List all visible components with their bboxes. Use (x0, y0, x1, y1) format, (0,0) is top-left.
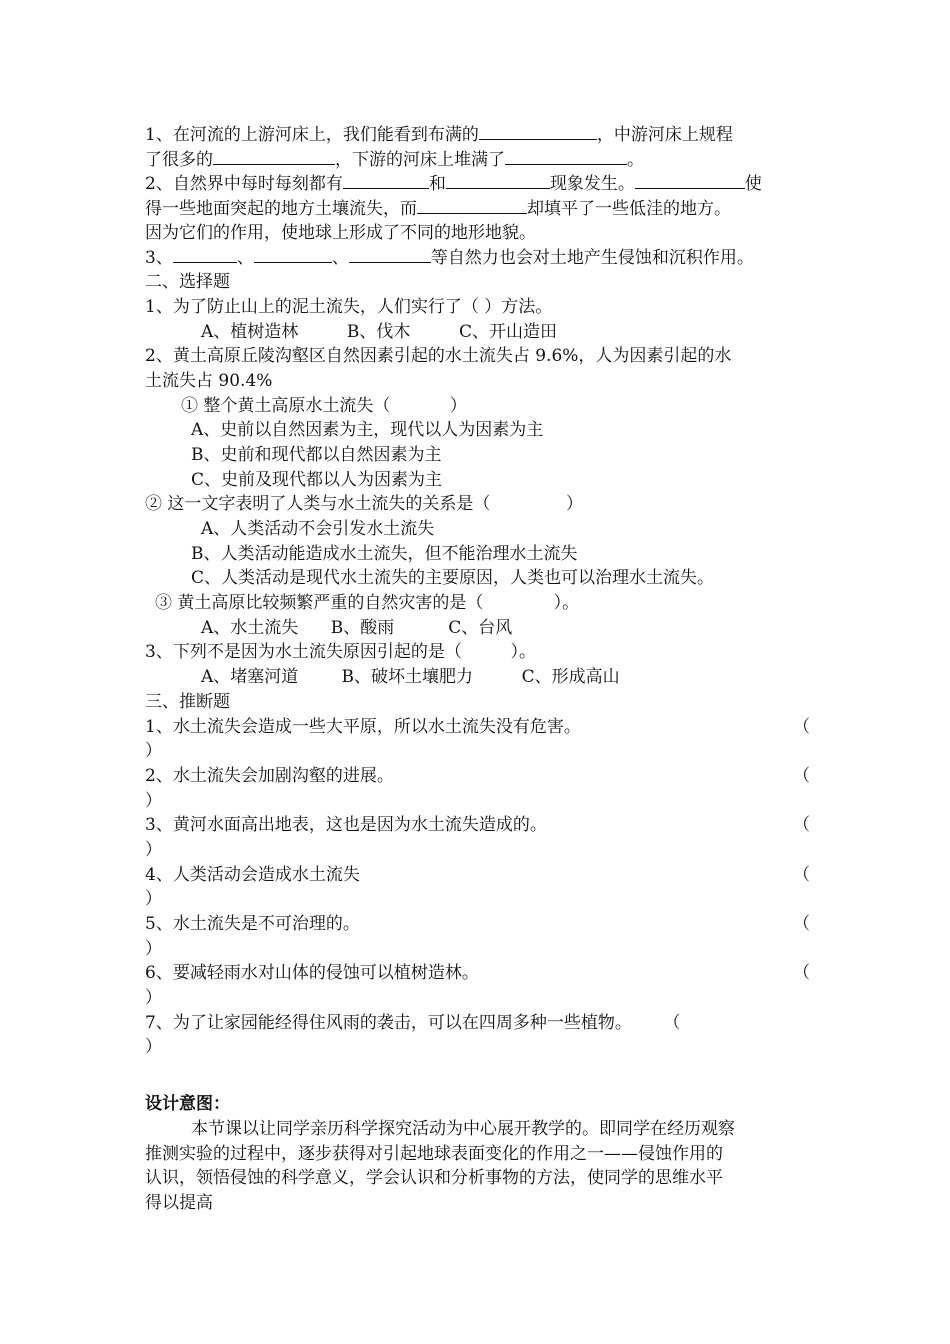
design-text-line1: 本节课以让同学亲历科学探究活动为中心展开教学的。即同学在经历观察 (191, 1118, 735, 1139)
choice-q3-options: A、堵塞河道 B、破坏土壤肥力 C、形成高山 (201, 667, 620, 688)
judge-item-7: 7、为了让家园能经得住风雨的袭击，可以在四周多种一些植物。 （ (145, 1012, 681, 1033)
choice-q2-sub3-stem: ③ 黄土高原比较频繁严重的自然灾害的是（ ）。 (155, 593, 580, 614)
judge-close-paren: ） (145, 839, 162, 860)
judge-close-paren: ） (145, 790, 162, 811)
choice-q2-sub2-stem: ② 这一文字表明了人类与水土流失的关系是（ ） (145, 494, 584, 515)
section-gap (145, 1060, 810, 1092)
design-text-line3: 认识，领悟侵蚀的科学意义，学会认识和分析事物的方法，使同学的思维水平 (145, 1168, 723, 1189)
blank (343, 171, 429, 189)
blank (479, 122, 597, 140)
judge-item-3: 3、黄河水面高出地表，这也是因为水土流失造成的。 （ (145, 815, 810, 836)
fill-q1-line1: 1、在河流的上游河床上，我们能看到布满的 ，中游河床上规程 (145, 122, 810, 147)
blank (446, 171, 550, 189)
choice-q2-stem-line1: 2、黄土高原丘陵沟壑区自然因素引起的水土流失占 9.6%，人为因素引起的水 (145, 346, 732, 367)
choice-heading: 二、选择题 (145, 272, 230, 293)
blank (417, 196, 527, 214)
judge-close-paren: ） (145, 1037, 162, 1058)
judge-close-paren: ） (145, 988, 162, 1009)
choice-q2-sub2-option-b: B、人类活动能造成水土流失，但不能治理水土流失 (191, 543, 578, 564)
choice-q2-sub3-options: A、水土流失 B、酸雨 C、台风 (201, 617, 513, 638)
choice-q1-options: A、植树造林 B、伐木 C、开山造田 (201, 321, 558, 342)
design-heading: 设计意图： (145, 1094, 230, 1115)
judge-close-paren: ） (145, 741, 162, 762)
judge-close-paren: ） (145, 938, 162, 959)
blank (254, 245, 332, 263)
worksheet-page (145, 122, 810, 1216)
fill-q2-line3: 因为它们的作用，使地球上形成了不同的地形地貌。 (145, 222, 536, 243)
judge-close-paren: ） (145, 889, 162, 910)
fill-q2-line1: 2、自然界中每时每刻都有 和 现象发生。 使 (145, 171, 810, 196)
judge-heading: 三、推断题 (145, 691, 230, 712)
fill-q2-line2: 得一些地面突起的地方土壤流失，而 却填平了一些低洼的地方。 (145, 196, 810, 221)
design-text-line2: 推测实验的过程中，逐步获得对引起地球表面变化的作用之一——侵蚀作用的 (145, 1143, 723, 1164)
choice-q3-stem: 3、下列不是因为水土流失原因引起的是（ ）。 (145, 642, 536, 663)
choice-q2-sub1-option-c: C、史前及现代都以人为因素为主 (191, 469, 443, 490)
choice-q2-sub1-option-a: A、史前以自然因素为主，现代以人为因素为主 (191, 420, 544, 441)
blank (349, 245, 431, 263)
choice-q1-stem: 1、为了防止山上的泥土流失，人们实行了（ ）方法。 (145, 296, 553, 317)
judge-item-1: 1、水土流失会造成一些大平原，所以水土流失没有危害。 （ (145, 716, 810, 737)
choice-q2-sub1-option-b: B、史前和现代都以自然因素为主 (191, 444, 442, 465)
choice-q2-stem-line2: 土流失占 90.4% (145, 370, 273, 391)
choice-q2-sub2-option-c: C、人类活动是现代水土流失的主要原因，人类也可以治理水土流失。 (191, 568, 715, 589)
design-text-line4: 得以提高 (145, 1192, 213, 1213)
judge-item-4: 4、人类活动会造成水土流失 （ (145, 864, 810, 885)
choice-q2-sub2-option-a: A、人类活动不会引发水土流失 (201, 519, 435, 539)
choice-q2-sub1-stem: ① 整个黄土高原水土流失（ ） (181, 395, 467, 416)
blank (213, 147, 335, 165)
judge-item-6: 6、要减轻雨水对山体的侵蚀可以植树造林。 （ (145, 963, 810, 984)
fill-q1-line2: 了很多的 ，下游的河床上堆满了 。 (145, 147, 810, 172)
fill-q3-line: 3、 、 、 等自然力也会对土地产生侵蚀和沉积作用。 (145, 245, 810, 270)
blank (635, 171, 745, 189)
blank (173, 245, 237, 263)
judge-item-5: 5、水土流失是不可治理的。 （ (145, 914, 810, 934)
blank (505, 147, 627, 165)
judge-item-2: 2、水土流失会加剧沟壑的进展。 （ (145, 765, 810, 786)
